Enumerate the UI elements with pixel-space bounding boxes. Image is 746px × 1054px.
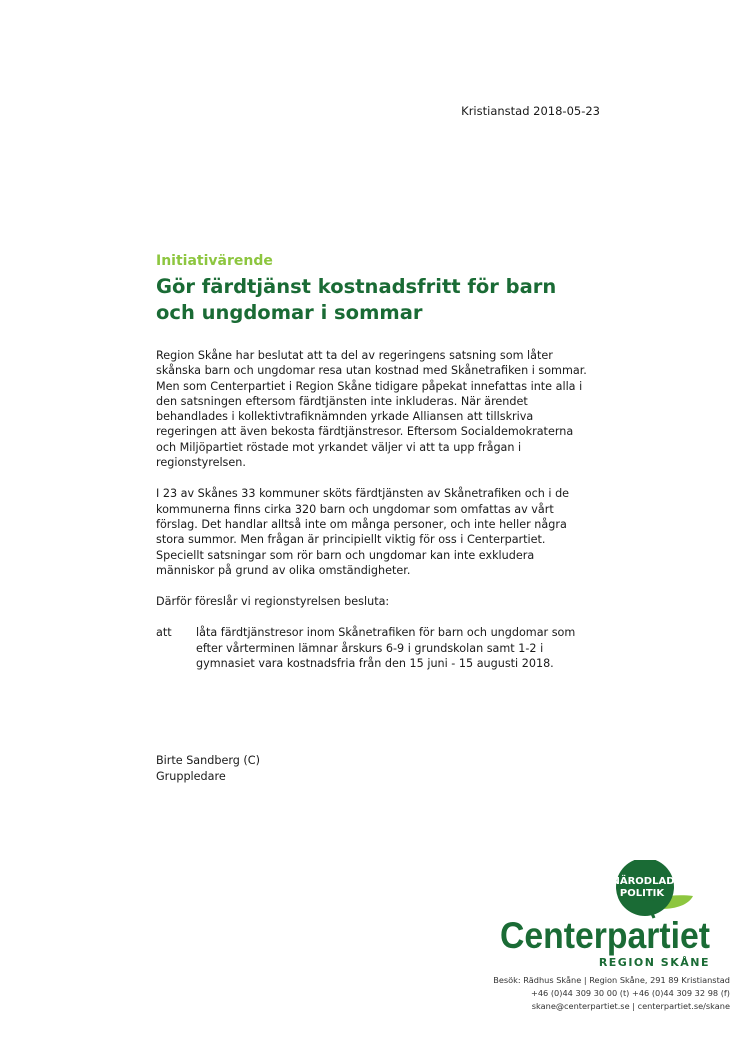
badge-text-1: NÄRODLAD [611, 876, 675, 887]
badge-text-2: POLITIK [619, 888, 665, 899]
document-body [156, 348, 596, 671]
paragraph-3: Därför föreslår vi regionstyrelsen besluta: [156, 595, 390, 609]
footer-web: skane@centerpartiet.se | centerpartiet.se/skane [531, 1001, 730, 1011]
paragraph-2: I 23 av Skånes 33 kommuner sköts färdtjänsten av Skånetrafiken och i de kommunerna finns cirka 320 barn och ungdomar som omfattas av vårt förslag. Det handlar alltså inte om många personer, och inte heller några stora summor. Men frågan är principiellt viktig för oss i Centerpartiet. Speciellt satsningar som rör barn och ungdomar kan inte exkludera människor på grund av olika omständigheter. [156, 487, 570, 577]
footer-address: Besök: Rädhus Skåne | Region Skåne, 291 89 Kristianstad [493, 975, 730, 985]
document-kicker: Initiativärende [156, 253, 273, 269]
logo-region: REGION SKÅNE [598, 956, 710, 969]
motion-clause [156, 625, 596, 671]
signature-block [156, 753, 260, 785]
signature-role: Gruppledare [156, 770, 226, 783]
document-title [156, 274, 596, 326]
motion-text: låta färdtjänstresor inom Skånetrafiken för barn och ungdomar som efter vårterminen lämnar årskurs 6-9 i grundskolan samt 1-2 i gymnasiet vara kostnadsfria från den 15 juni - 15 augusti 2018. [196, 626, 576, 671]
signature-name: Birte Sandberg (C) [156, 754, 260, 767]
document-date: Kristianstad 2018-05-23 [461, 104, 600, 118]
footer-contact [493, 974, 730, 1013]
logo-wordmark: Centerpartiet [500, 915, 710, 956]
title-line-1: Gör färdtjänst kostnadsfritt för barn [156, 275, 557, 298]
title-line-2: och ungdomar i sommar [156, 301, 423, 324]
paragraph-1: Region Skåne har beslutat att ta del av regeringens satsning som låter skånska barn och ungdomar resa utan kostnad med Skånetrafiken i sommar. Men som Centerpartiet i Region Skåne tidigare påpekat innefattas inte alla i den satsningen eftersom färdtjänsten inte inkluderas. När ärendet behandlades i kollektivtrafiknämnden yrkade Alliansen att tillskriva regeringen att även bekosta färdtjänstresor. Eftersom Socialdemokraterna och Miljöpartiet röstade mot yrkandet väljer vi att ta upp frågan i regionstyrelsen. [156, 349, 587, 470]
footer-phone: +46 (0)44 309 30 00 (t) +46 (0)44 309 32 98 (f) [530, 988, 730, 998]
centerpartiet-logo [490, 860, 730, 970]
motion-prefix: att [156, 626, 172, 640]
